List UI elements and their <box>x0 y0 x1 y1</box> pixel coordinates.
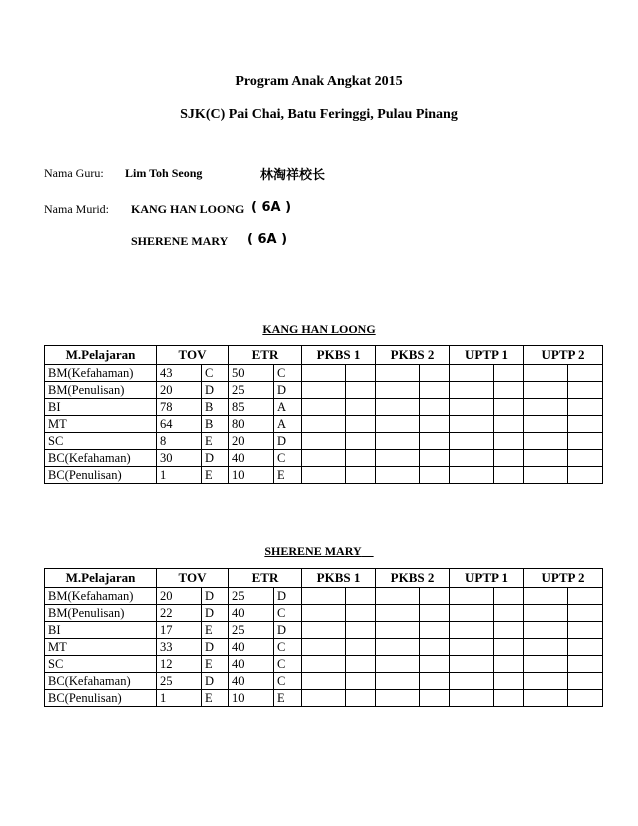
subject-cell: SC <box>45 433 157 450</box>
grades-table-kang-han-loong <box>44 345 603 484</box>
empty-cell <box>450 588 494 605</box>
grade-cell: E <box>274 467 302 484</box>
empty-cell <box>346 656 376 673</box>
empty-cell <box>494 416 524 433</box>
empty-cell <box>346 639 376 656</box>
empty-cell <box>494 450 524 467</box>
empty-cell <box>376 450 420 467</box>
empty-cell <box>420 690 450 707</box>
empty-cell <box>494 588 524 605</box>
table-row <box>45 382 603 399</box>
empty-cell <box>376 588 420 605</box>
grade-cell: D <box>202 673 229 690</box>
grade-cell: A <box>274 399 302 416</box>
empty-cell <box>524 656 568 673</box>
empty-cell <box>450 639 494 656</box>
empty-cell <box>376 433 420 450</box>
grade-cell: 12 <box>157 656 202 673</box>
empty-cell <box>420 673 450 690</box>
column-header: ETR <box>229 569 302 588</box>
grade-cell: 78 <box>157 399 202 416</box>
column-header: M.Pelajaran <box>45 569 157 588</box>
subject-cell: MT <box>45 639 157 656</box>
empty-cell <box>524 433 568 450</box>
empty-cell <box>420 382 450 399</box>
grade-cell: E <box>202 433 229 450</box>
empty-cell <box>524 690 568 707</box>
grade-cell: C <box>274 639 302 656</box>
empty-cell <box>302 399 346 416</box>
subject-cell: BC(Kefahaman) <box>45 450 157 467</box>
empty-cell <box>568 622 603 639</box>
empty-cell <box>376 467 420 484</box>
empty-cell <box>450 416 494 433</box>
grade-cell: C <box>274 365 302 382</box>
subject-cell: BM(Penulisan) <box>45 605 157 622</box>
student2-name: SHERENE MARY <box>131 234 229 248</box>
grade-cell: 17 <box>157 622 202 639</box>
empty-cell <box>346 450 376 467</box>
empty-cell <box>346 690 376 707</box>
column-header: UPTP 2 <box>524 346 603 365</box>
grade-cell: 8 <box>157 433 202 450</box>
table-row <box>45 416 603 433</box>
grade-cell: E <box>202 622 229 639</box>
empty-cell <box>524 467 568 484</box>
grade-cell: B <box>202 416 229 433</box>
empty-cell <box>302 433 346 450</box>
grade-cell: 64 <box>157 416 202 433</box>
empty-cell <box>568 450 603 467</box>
table2-title <box>0 544 638 559</box>
teacher-name: Lim Toh Seong <box>125 166 203 180</box>
grade-cell: E <box>274 690 302 707</box>
empty-cell <box>346 622 376 639</box>
table-row <box>45 450 603 467</box>
teacher-name-cjk: 林淘祥校长 <box>260 168 326 183</box>
grade-cell: 1 <box>157 467 202 484</box>
grade-cell: 43 <box>157 365 202 382</box>
grade-cell: 10 <box>229 467 274 484</box>
column-header: ETR <box>229 346 302 365</box>
grade-cell: 20 <box>157 588 202 605</box>
empty-cell <box>376 673 420 690</box>
empty-cell <box>302 656 346 673</box>
subject-cell: BM(Kefahaman) <box>45 365 157 382</box>
empty-cell <box>524 639 568 656</box>
empty-cell <box>302 416 346 433</box>
empty-cell <box>450 365 494 382</box>
grade-cell: D <box>274 433 302 450</box>
empty-cell <box>494 656 524 673</box>
empty-cell <box>568 605 603 622</box>
empty-cell <box>302 450 346 467</box>
empty-cell <box>346 399 376 416</box>
grade-cell: 10 <box>229 690 274 707</box>
student1-name: KANG HAN LOONG <box>131 202 245 216</box>
table-header-row <box>45 569 603 588</box>
table-row <box>45 399 603 416</box>
grade-cell: 40 <box>229 656 274 673</box>
empty-cell <box>450 622 494 639</box>
empty-cell <box>568 365 603 382</box>
empty-cell <box>302 588 346 605</box>
empty-cell <box>302 467 346 484</box>
empty-cell <box>568 433 603 450</box>
empty-cell <box>420 467 450 484</box>
grade-cell: C <box>202 365 229 382</box>
empty-cell <box>524 605 568 622</box>
empty-cell <box>302 690 346 707</box>
grade-cell: 40 <box>229 450 274 467</box>
empty-cell <box>524 399 568 416</box>
empty-cell <box>420 639 450 656</box>
subject-cell: SC <box>45 656 157 673</box>
empty-cell <box>494 639 524 656</box>
grade-cell: C <box>274 605 302 622</box>
grade-cell: 25 <box>229 382 274 399</box>
empty-cell <box>568 399 603 416</box>
grade-cell: 30 <box>157 450 202 467</box>
grade-cell: C <box>274 656 302 673</box>
table-row <box>45 622 603 639</box>
grade-cell: C <box>274 673 302 690</box>
empty-cell <box>376 416 420 433</box>
empty-cell <box>346 433 376 450</box>
empty-cell <box>346 605 376 622</box>
empty-cell <box>346 365 376 382</box>
empty-cell <box>524 382 568 399</box>
empty-cell <box>420 588 450 605</box>
table-row <box>45 639 603 656</box>
empty-cell <box>302 605 346 622</box>
column-header: TOV <box>157 569 229 588</box>
table-row <box>45 605 603 622</box>
grade-cell: 25 <box>229 588 274 605</box>
empty-cell <box>524 588 568 605</box>
grade-cell: 50 <box>229 365 274 382</box>
table-row <box>45 656 603 673</box>
empty-cell <box>494 365 524 382</box>
empty-cell <box>376 382 420 399</box>
grade-cell: D <box>274 588 302 605</box>
subject-cell: BC(Penulisan) <box>45 467 157 484</box>
grade-cell: D <box>274 382 302 399</box>
table-row <box>45 673 603 690</box>
column-header: PKBS 2 <box>376 346 450 365</box>
empty-cell <box>346 382 376 399</box>
column-header: UPTP 1 <box>450 346 524 365</box>
empty-cell <box>450 450 494 467</box>
grade-cell: 25 <box>157 673 202 690</box>
subject-cell: BI <box>45 399 157 416</box>
column-header: PKBS 2 <box>376 569 450 588</box>
grade-cell: 40 <box>229 639 274 656</box>
empty-cell <box>376 622 420 639</box>
empty-cell <box>420 622 450 639</box>
empty-cell <box>568 673 603 690</box>
grade-cell: 1 <box>157 690 202 707</box>
empty-cell <box>346 673 376 690</box>
empty-cell <box>302 622 346 639</box>
empty-cell <box>302 365 346 382</box>
empty-cell <box>302 382 346 399</box>
empty-cell <box>346 588 376 605</box>
grade-cell: D <box>274 622 302 639</box>
empty-cell <box>420 450 450 467</box>
empty-cell <box>346 467 376 484</box>
grade-cell: 85 <box>229 399 274 416</box>
table-row <box>45 588 603 605</box>
empty-cell <box>524 450 568 467</box>
empty-cell <box>376 639 420 656</box>
grade-cell: A <box>274 416 302 433</box>
empty-cell <box>494 433 524 450</box>
empty-cell <box>524 622 568 639</box>
empty-cell <box>420 605 450 622</box>
empty-cell <box>450 690 494 707</box>
grade-cell: C <box>274 450 302 467</box>
empty-cell <box>420 399 450 416</box>
empty-cell <box>494 605 524 622</box>
empty-cell <box>568 416 603 433</box>
empty-cell <box>450 656 494 673</box>
column-header: UPTP 1 <box>450 569 524 588</box>
table1-title: KANG HAN LOONG <box>262 322 376 336</box>
grade-cell: 20 <box>157 382 202 399</box>
empty-cell <box>450 467 494 484</box>
empty-cell <box>450 399 494 416</box>
subject-cell: MT <box>45 416 157 433</box>
grade-cell: 80 <box>229 416 274 433</box>
grade-cell: 33 <box>157 639 202 656</box>
empty-cell <box>494 673 524 690</box>
table-header-row <box>45 346 603 365</box>
empty-cell <box>568 382 603 399</box>
empty-cell <box>376 605 420 622</box>
table-row <box>45 433 603 450</box>
subject-cell: BM(Kefahaman) <box>45 588 157 605</box>
grade-cell: E <box>202 690 229 707</box>
empty-cell <box>420 365 450 382</box>
grade-cell: D <box>202 450 229 467</box>
subject-cell: BC(Kefahaman) <box>45 673 157 690</box>
subject-cell: BM(Penulisan) <box>45 382 157 399</box>
empty-cell <box>524 365 568 382</box>
empty-cell <box>420 656 450 673</box>
empty-cell <box>302 639 346 656</box>
column-header: UPTP 2 <box>524 569 603 588</box>
empty-cell <box>302 673 346 690</box>
empty-cell <box>494 622 524 639</box>
grade-cell: E <box>202 656 229 673</box>
table-row <box>45 690 603 707</box>
empty-cell <box>494 690 524 707</box>
empty-cell <box>376 399 420 416</box>
empty-cell <box>450 605 494 622</box>
grade-cell: D <box>202 605 229 622</box>
grade-cell: 25 <box>229 622 274 639</box>
empty-cell <box>568 656 603 673</box>
empty-cell <box>420 416 450 433</box>
empty-cell <box>450 433 494 450</box>
student-label: Nama Murid: <box>44 202 109 216</box>
student1-class: ( 6A ) <box>251 200 292 215</box>
document-title: Program Anak Angkat 2015 <box>235 74 403 89</box>
empty-cell <box>450 382 494 399</box>
empty-cell <box>494 467 524 484</box>
grade-cell: E <box>202 467 229 484</box>
school-name: SJK(C) Pai Chai, Batu Feringgi, Pulau Pinang <box>180 107 458 122</box>
table-row <box>45 365 603 382</box>
empty-cell <box>376 690 420 707</box>
column-header: PKBS 1 <box>302 569 376 588</box>
subject-cell: BC(Penulisan) <box>45 690 157 707</box>
grade-cell: 22 <box>157 605 202 622</box>
table2-title-text: SHERENE MARY <box>264 544 362 558</box>
empty-cell <box>524 673 568 690</box>
empty-cell <box>494 382 524 399</box>
empty-cell <box>376 656 420 673</box>
empty-cell <box>420 433 450 450</box>
grade-cell: 20 <box>229 433 274 450</box>
grade-cell: D <box>202 382 229 399</box>
column-header: PKBS 1 <box>302 346 376 365</box>
teacher-label: Nama Guru: <box>44 166 104 180</box>
empty-cell <box>450 673 494 690</box>
grade-cell: D <box>202 639 229 656</box>
empty-cell <box>568 588 603 605</box>
empty-cell <box>494 399 524 416</box>
student2-class: ( 6A ) <box>247 232 288 247</box>
empty-cell <box>376 365 420 382</box>
column-header: TOV <box>157 346 229 365</box>
grade-cell: 40 <box>229 605 274 622</box>
empty-cell <box>346 416 376 433</box>
empty-cell <box>524 416 568 433</box>
empty-cell <box>568 639 603 656</box>
column-header: M.Pelajaran <box>45 346 157 365</box>
empty-cell <box>568 467 603 484</box>
subject-cell: BI <box>45 622 157 639</box>
grade-cell: B <box>202 399 229 416</box>
grade-cell: 40 <box>229 673 274 690</box>
empty-cell <box>568 690 603 707</box>
table-row <box>45 467 603 484</box>
grade-cell: D <box>202 588 229 605</box>
grades-table-sherene-mary <box>44 568 603 707</box>
